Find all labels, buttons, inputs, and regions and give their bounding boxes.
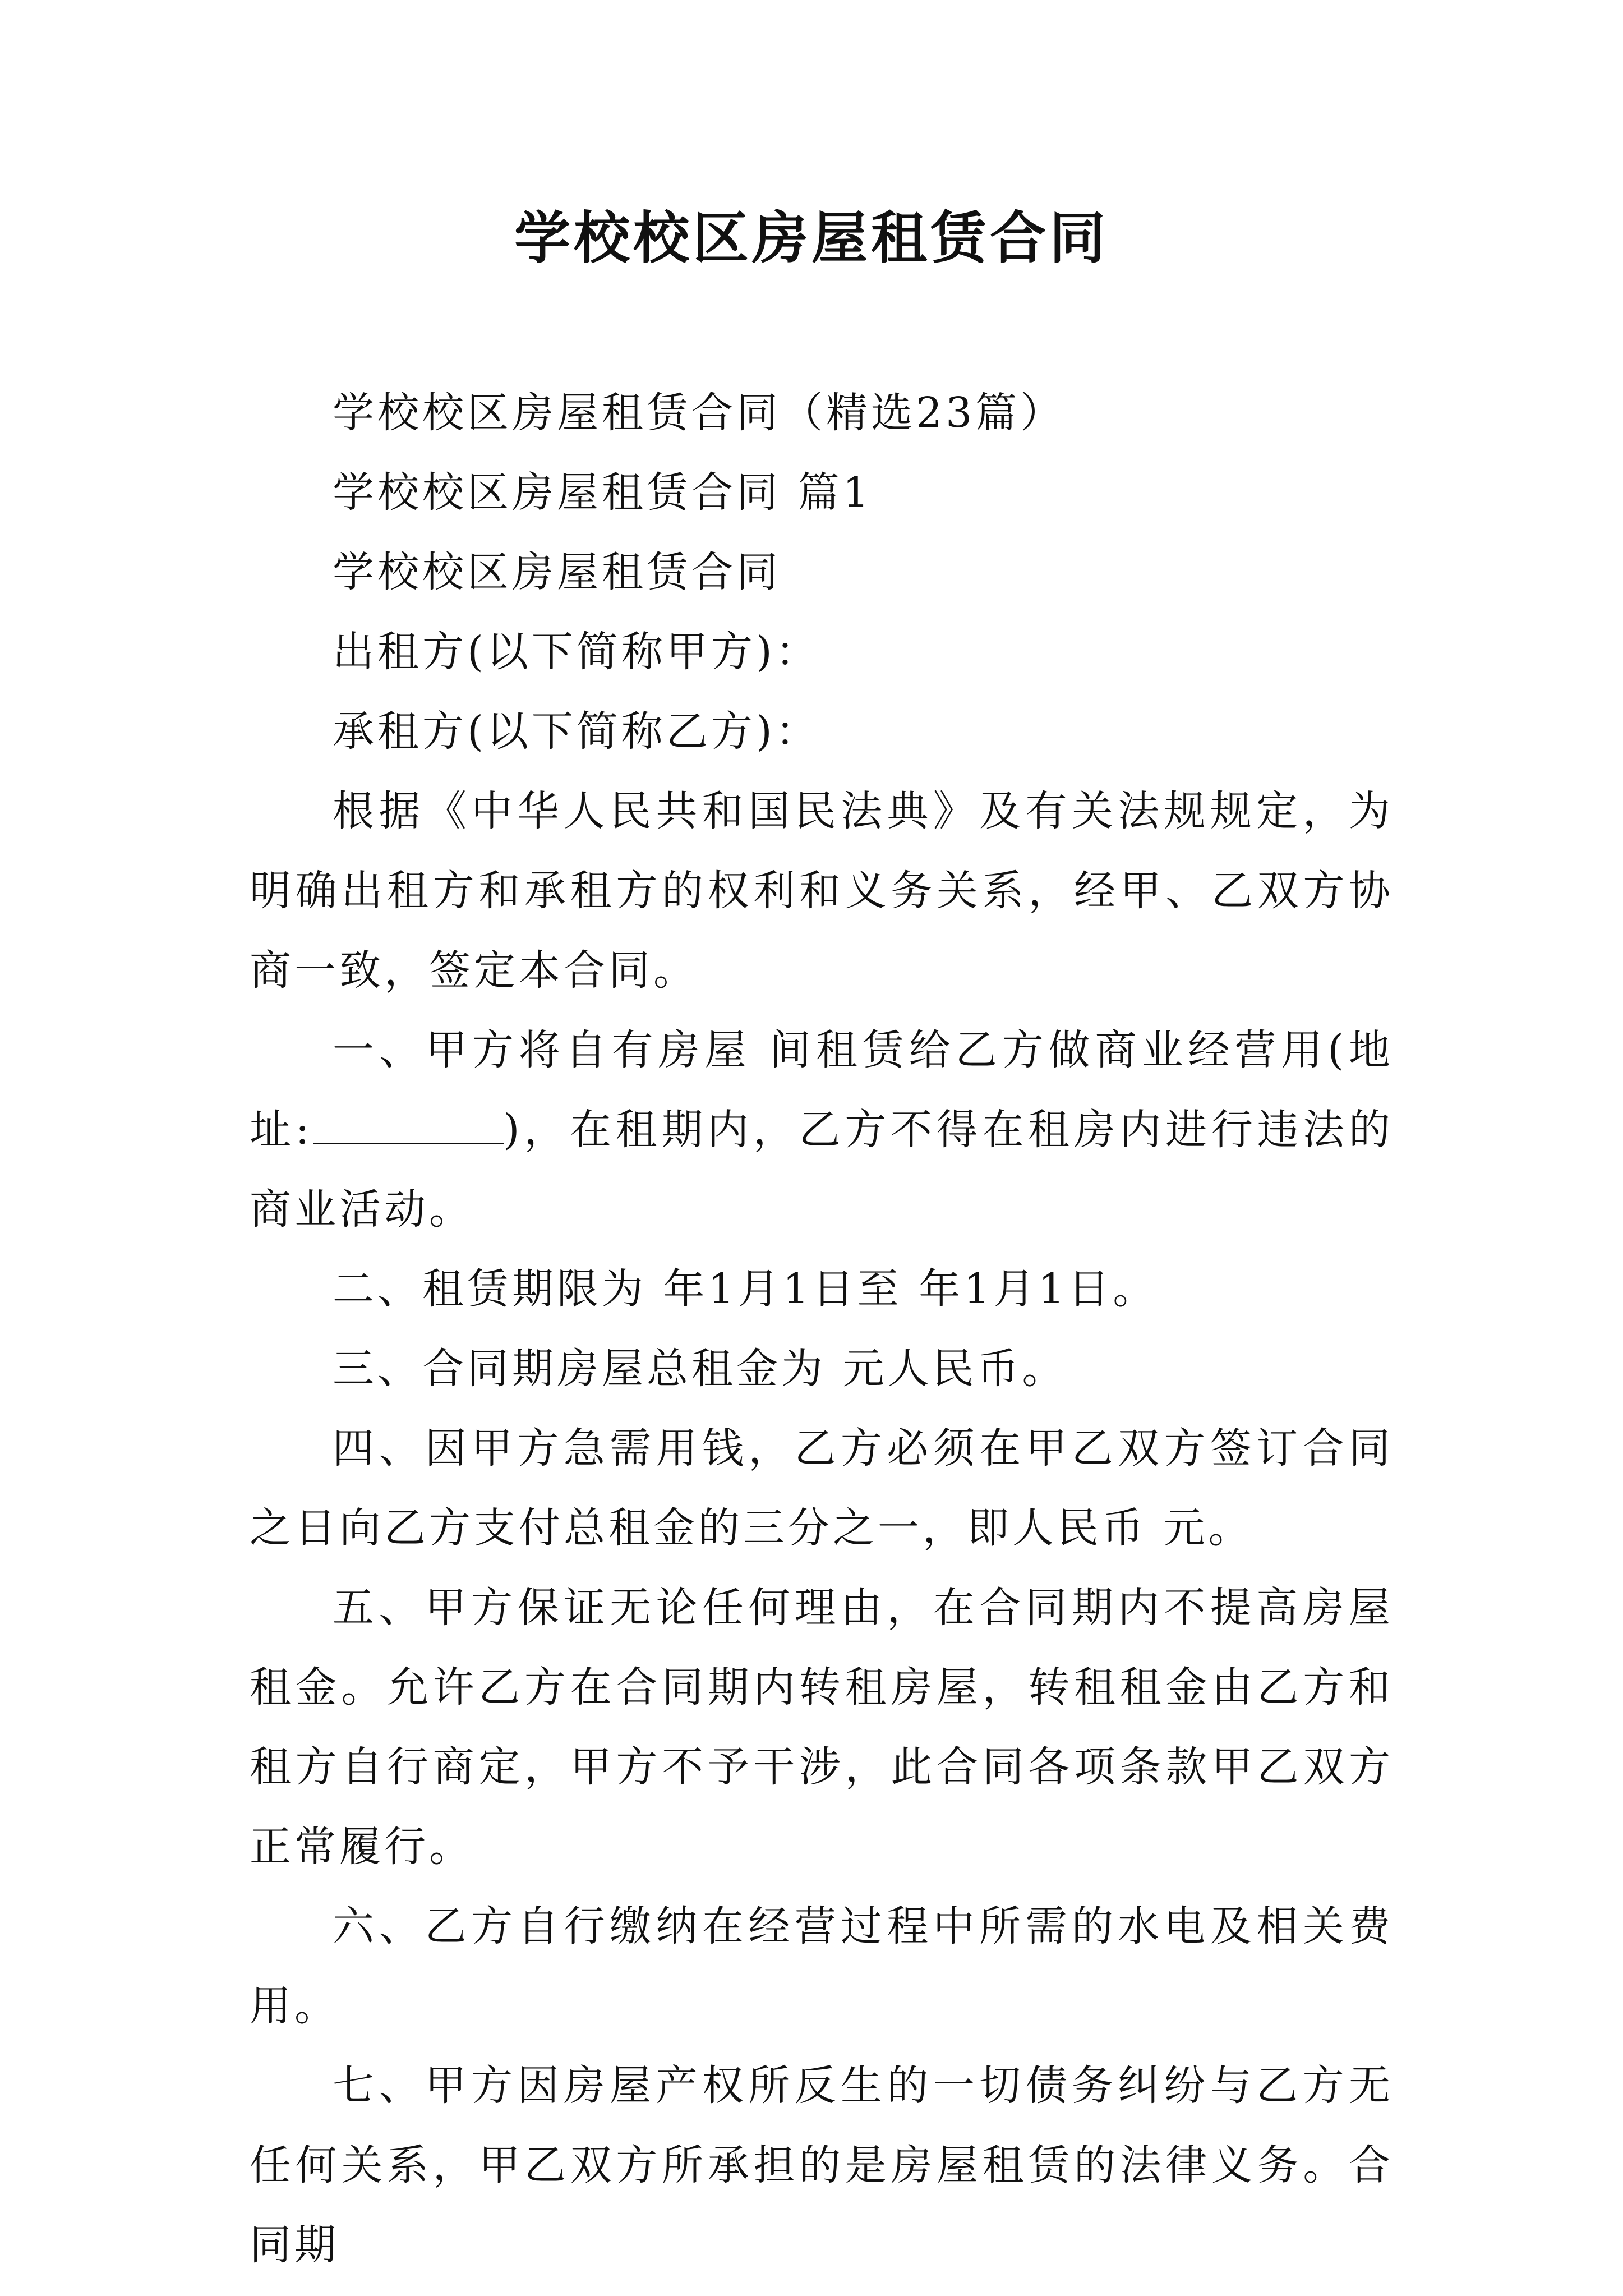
paragraph-clause-4: 四、因甲方急需用钱，乙方必须在甲乙双方签订合同之日向乙方支付总租金的三分之一，即人民币 元。	[250, 1424, 1394, 1552]
address-blank-line	[313, 1109, 504, 1144]
clause-1-text-start: 一、甲方将自有房屋 间租赁给乙方做商业经营用(地址:	[250, 1026, 1394, 1154]
paragraph-subtitle: 学校校区房屋租赁合同（精选23篇）	[333, 389, 1066, 437]
paragraph-section-heading: 学校校区房屋租赁合同 篇1	[333, 468, 873, 517]
paragraph-contract-name: 学校校区房屋租赁合同	[333, 548, 781, 596]
paragraph-lessee: 承租方(以下简称乙方)：	[333, 707, 820, 756]
clause-1-text-end: )，在租期内，乙方不得在租房内进行违法的商业活动。	[250, 1106, 1394, 1234]
paragraph-clause-1	[250, 1010, 1394, 1249]
paragraph-clause-3: 三、合同期房屋总租金为 元人民币。	[333, 1345, 1067, 1393]
document-body	[250, 373, 1394, 2285]
document-title: 学校校区房屋租赁合同	[514, 205, 1109, 271]
paragraph-preamble: 根据《中华人民共和国民法典》及有关法规规定，为明确出租方和承租方的权利和义务关系，经甲、乙双方协商一致，签定本合同。	[250, 787, 1394, 995]
paragraph-clause-7: 七、甲方因房屋产权所反生的一切债务纠纷与乙方无任何关系，甲乙双方所承担的是房屋租赁的法律义务。合同期	[250, 2062, 1394, 2269]
paragraph-clause-6: 六、乙方自行缴纳在经营过程中所需的水电及相关费用。	[250, 1902, 1394, 2030]
paragraph-lessor: 出租方(以下简称甲方)：	[333, 628, 820, 676]
paragraph-clause-5: 五、甲方保证无论任何理由，在合同期内不提高房屋租金。允许乙方在合同期内转租房屋，转租租金由乙方和租方自行商定，甲方不予干涉，此合同各项条款甲乙双方正常履行。	[250, 1584, 1394, 1871]
paragraph-clause-2: 二、租赁期限为 年1月1日至 年1月1日。	[333, 1265, 1158, 1313]
